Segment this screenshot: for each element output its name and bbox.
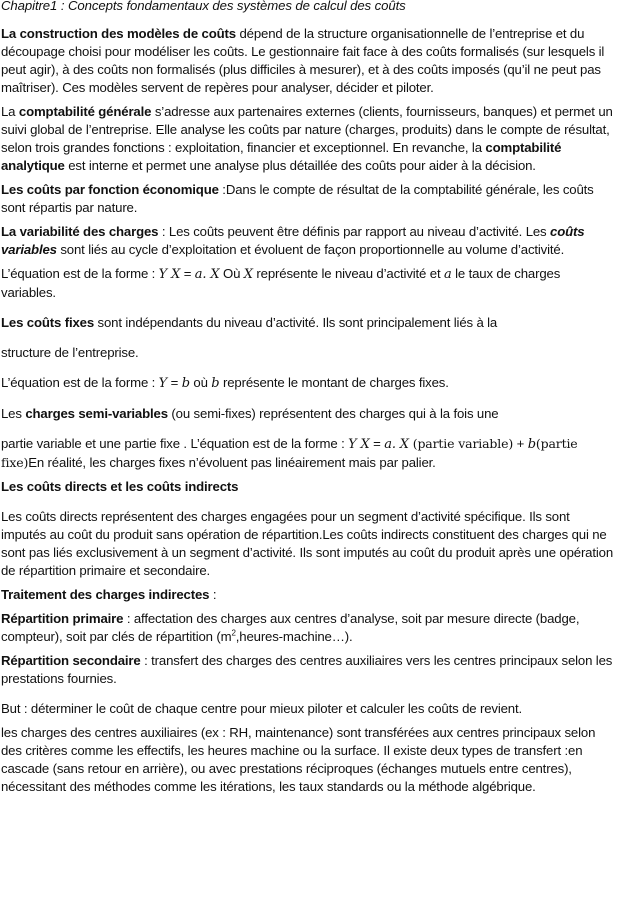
- bold-term: Les coûts fixes: [1, 315, 95, 330]
- section-heading-direct-indirect: [1, 478, 618, 496]
- paragraph-auxiliary-centers: les charges des centres auxiliaires (ex : RH, maintenance) sont transférées aux centres principaux selon des critères comme les effectifs, les heures machine ou la surface. Il existe deux types de transfert :en cascade (sans retour en arrière), ou avec prestations réciproques (échanges mutuels entre centres), nécessitant des méthodes comme les itérations, les taux standards ou la méthode algébrique.: [1, 725, 596, 794]
- paragraph-goal: But : déterminer le coût de chaque centre pour mieux piloter et calculer les coûts de revient.: [1, 701, 523, 716]
- paragraph-text: s’adresse aux partenaires externes (clients, fournisseurs, banques) et permet un suivi global de l’entreprise. Elle analyse les coûts par nature (charges, produits) dans le compte de résultat, selon trois grandes fonctions : exploitation, financier et exceptionnel. En revanche, la: [1, 104, 613, 155]
- bold-term: La variabilité des charges: [1, 224, 159, 239]
- paragraph-text: La: [1, 104, 19, 119]
- paragraph-variability: [1, 223, 618, 259]
- math-variable: Y: [158, 376, 168, 391]
- paragraph-text: sont liés au cycle d’exploitation et évoluent de façon proportionnelle au volume d’activité.: [56, 242, 565, 257]
- math-variable: b: [211, 376, 220, 391]
- paragraph-text: :Dans le compte de résultat de la comptabilité générale, les coûts sont répartis par nature.: [1, 182, 594, 215]
- paragraph-text: où: [189, 375, 212, 390]
- paragraph-text: représente le niveau d’activité et: [252, 266, 444, 281]
- paragraph-text: En réalité, les charges fixes n’évoluent pas linéairement mais par palier.: [28, 455, 436, 470]
- superscript: 2: [231, 628, 236, 638]
- paragraph-cost-models: [1, 25, 618, 97]
- paragraph-text: Les: [1, 406, 26, 421]
- paragraph-semi-variable-equation: [1, 435, 618, 472]
- bold-term: charges semi-variables: [25, 406, 168, 421]
- paragraph-text: : Les coûts peuvent être définis par rapport au niveau d’activité. Les: [158, 224, 551, 239]
- paragraph-text: est interne et permet une analyse plus détaillée des coûts pour aider à la décision.: [64, 158, 536, 173]
- math-annotation: (partie fixe): [1, 436, 578, 470]
- equals-sign: =: [167, 375, 182, 390]
- paragraph-text: : affectation des charges aux centres d’analyse, soit par mesure directe (badge, compteur), soit par clés de répartition (m: [1, 611, 580, 644]
- plus-sign: +: [513, 436, 528, 451]
- bold-term: La construction des modèles de coûts: [1, 26, 236, 41]
- bold-term: Traitement des charges indirectes: [1, 587, 210, 602]
- math-expression: Y X: [158, 267, 181, 282]
- chapter-header: Chapitre1 : Concepts fondamentaux des systèmes de calcul des coûts: [1, 0, 406, 13]
- paragraph-text: dépend de la structure organisationnelle de l’entreprise et du découpage choisi pour modéliser les coûts. Le gestionnaire fait face à des coûts formalisés (sur lesquels il peut agir), à des coûts non formalisés (plus difficiles à mesurer), et à des coûts imposés (qu’il ne peut pas maîtriser). Ces modèles servent de repères pour analyser, décider et piloter.: [1, 26, 605, 95]
- bold-term: Répartition primaire: [1, 611, 124, 626]
- paragraph-text: L’équation est de la forme :: [1, 375, 159, 390]
- equals-sign: =: [369, 436, 385, 451]
- math-variable: b: [181, 376, 190, 391]
- bold-term: Répartition secondaire: [1, 653, 141, 668]
- math-expression: a. X: [384, 437, 409, 452]
- paragraph-fixed-costs: [1, 314, 618, 332]
- paragraph-fixed-equation: [1, 374, 618, 393]
- paragraph-text: : transfert des charges des centres auxiliaires vers les centres principaux selon les prestations fournies.: [1, 653, 613, 686]
- paragraph-secondary-distribution: [1, 652, 618, 688]
- paragraph-text: partie variable et une partie fixe . L’équation est de la forme :: [1, 436, 349, 451]
- paragraph-text: le taux de charges variables.: [1, 266, 561, 300]
- paragraph-accounting: [1, 103, 618, 175]
- bold-term: Les coûts directs et les coûts indirects: [1, 479, 239, 494]
- bold-term: comptabilité analytique: [1, 140, 562, 173]
- paragraph-structure: structure de l’entreprise.: [1, 345, 139, 360]
- paragraph-text: représente le montant de charges fixes.: [219, 375, 449, 390]
- equals-sign: =: [180, 266, 195, 281]
- paragraph-variable-equation: [1, 265, 618, 302]
- math-annotation: (partie variable): [408, 436, 514, 451]
- bold-term: Les coûts par fonction économique: [1, 182, 219, 197]
- math-expression: a. X: [194, 267, 220, 282]
- math-variable: a: [443, 267, 452, 282]
- paragraph-text: Où: [219, 266, 244, 281]
- paragraph-direct-indirect: Les coûts directs représentent des charges engagées pour un segment d’activité spécifique. Ils sont imputés au coût du produit sans opération de répartition.Les coûts indirects constituent des charges qui ne sont pas liés exclusivement à un segment d’activité. Ils sont imputés au coût du produit après une opération de répartition primaire et secondaire.: [1, 509, 614, 578]
- paragraph-economic-function: [1, 181, 618, 217]
- math-expression: Y X: [348, 437, 370, 452]
- paragraph-indirect-treatment: [1, 586, 618, 604]
- paragraph-text: L’équation est de la forme :: [1, 266, 159, 281]
- bold-italic-term: coûts variables: [1, 224, 585, 257]
- paragraph-text: :: [209, 587, 217, 602]
- math-variable: X: [243, 267, 253, 282]
- paragraph-text: sont indépendants du niveau d’activité. Ils sont principalement liés à la: [94, 315, 498, 330]
- bold-term: comptabilité générale: [18, 104, 152, 119]
- paragraph-text: ,heures-machine…).: [235, 629, 353, 644]
- math-variable: b: [527, 437, 536, 452]
- paragraph-semi-variable: [1, 405, 618, 423]
- paragraph-primary-distribution: [1, 610, 618, 646]
- paragraph-text: (ou semi-fixes) représentent des charges qui à la fois une: [167, 406, 499, 421]
